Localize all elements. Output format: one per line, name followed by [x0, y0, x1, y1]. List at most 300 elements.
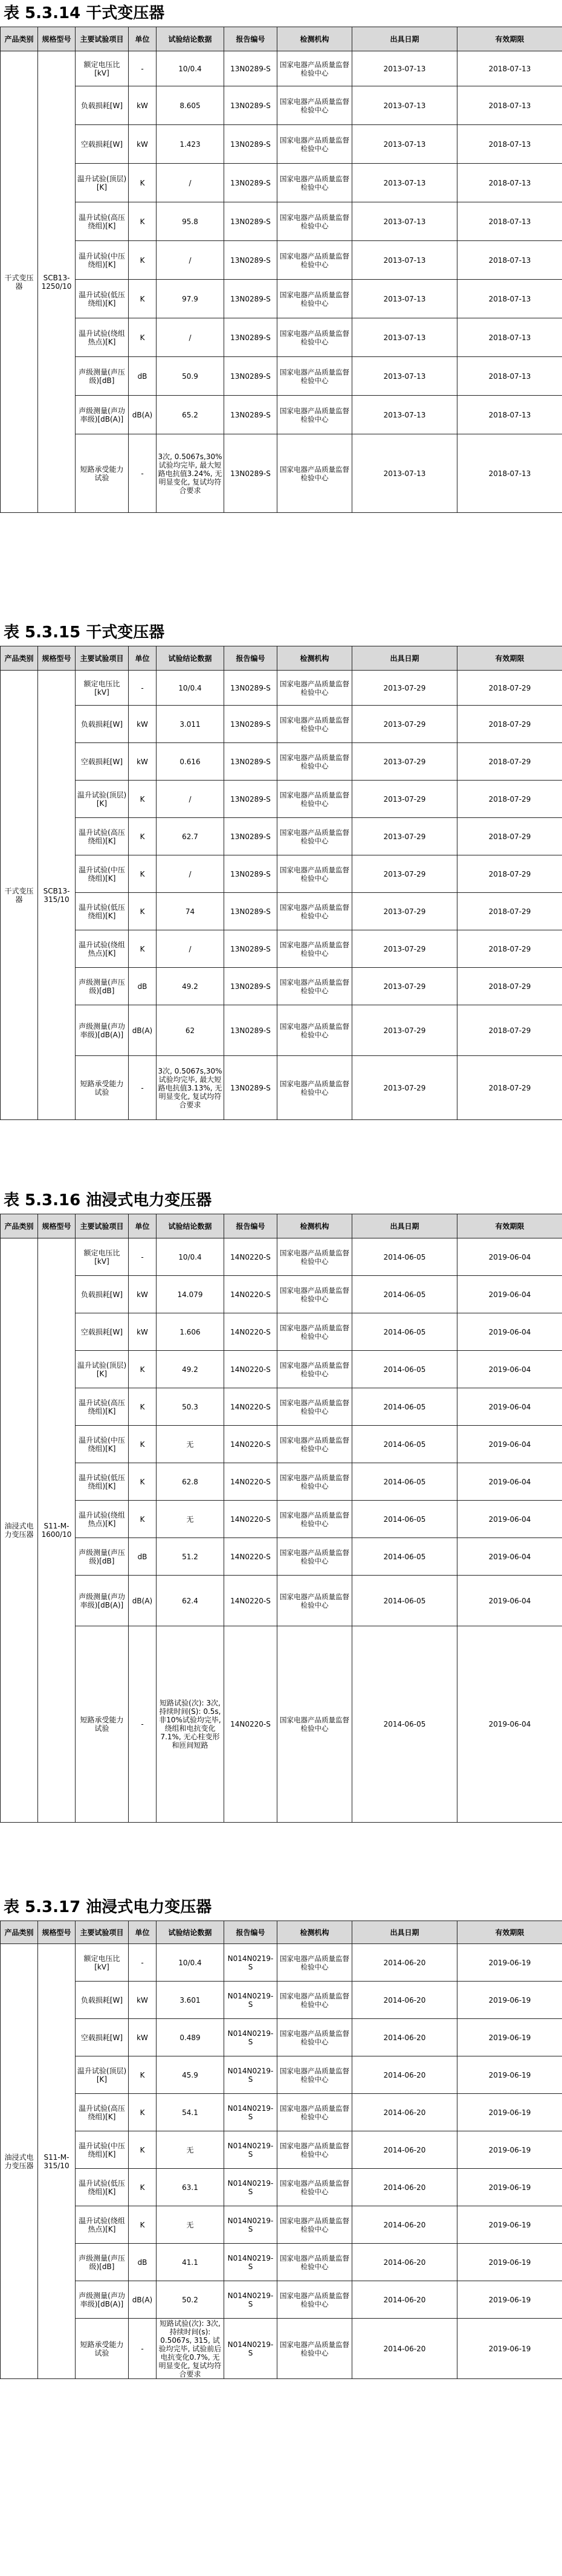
issue-date-cell: 2014-06-20 — [352, 2206, 457, 2244]
testing-org-cell: 国家电器产品质量监督检验中心 — [277, 1351, 352, 1388]
unit-cell: - — [129, 434, 157, 513]
report-number-cell: N014N0219-S — [224, 2131, 277, 2169]
test-value-cell: 65.2 — [157, 396, 224, 434]
unit-cell: K — [129, 1351, 157, 1388]
report-number-cell: 13N0289-S — [224, 671, 277, 706]
spec-table — [0, 646, 562, 1120]
report-number-cell: N014N0219-S — [224, 2319, 277, 2379]
issue-date-cell: 2013-07-13 — [352, 357, 457, 396]
report-number-cell: 13N0289-S — [224, 357, 277, 396]
column-header-report-no: 报告编号 — [224, 1214, 277, 1238]
testing-org-cell: 国家电器产品质量监督检验中心 — [277, 1501, 352, 1538]
valid-until-cell: 2018-07-13 — [457, 86, 562, 125]
valid-until-cell: 2019-06-04 — [457, 1626, 562, 1823]
unit-cell: K — [129, 1388, 157, 1426]
report-number-cell: 14N0220-S — [224, 1626, 277, 1823]
table-row — [1, 164, 562, 202]
testing-org-cell: 国家电器产品质量监督检验中心 — [277, 2019, 352, 2056]
valid-until-cell: 2018-07-29 — [457, 781, 562, 818]
report-number-cell: 13N0289-S — [224, 164, 277, 202]
issue-date-cell: 2013-07-29 — [352, 855, 457, 893]
issue-date-cell: 2013-07-13 — [352, 51, 457, 86]
test-value-cell: 短路试验(次): 3次, 持续时间(s): 0.5067s, 315, 试验均完毕, 试验前后电抗变化0.7%, 无明显变化, 复试均符合要求 — [157, 2319, 224, 2379]
test-item-cell: 温升试验(低压绕组)[K] — [76, 2169, 129, 2206]
issue-date-cell: 2014-06-20 — [352, 1982, 457, 2019]
model-cell: SCB13-1250/10 — [38, 51, 76, 513]
testing-org-cell: 国家电器产品质量监督检验中心 — [277, 1426, 352, 1463]
test-item-cell: 温升试验(绕组热点)[K] — [76, 930, 129, 968]
column-header-model: 规格型号 — [38, 646, 76, 671]
issue-date-cell: 2013-07-29 — [352, 1056, 457, 1120]
test-value-cell: 45.9 — [157, 2056, 224, 2094]
test-item-cell: 温升试验(中压绕组)[K] — [76, 2131, 129, 2169]
report-number-cell: 13N0289-S — [224, 125, 277, 164]
valid-until-cell: 2018-07-29 — [457, 743, 562, 781]
report-number-cell: 13N0289-S — [224, 968, 277, 1005]
test-item-cell: 温升试验(中压绕组)[K] — [76, 241, 129, 280]
report-number-cell: 14N0220-S — [224, 1501, 277, 1538]
test-item-cell: 温升试验(顶层)[K] — [76, 2056, 129, 2094]
issue-date-cell: 2013-07-13 — [352, 434, 457, 513]
test-value-cell: / — [157, 781, 224, 818]
test-item-cell: 负载损耗[W] — [76, 1276, 129, 1313]
report-number-cell: 14N0220-S — [224, 1238, 277, 1276]
test-item-cell: 负载损耗[W] — [76, 1982, 129, 2019]
valid-until-cell: 2019-06-19 — [457, 2131, 562, 2169]
report-number-cell: 13N0289-S — [224, 396, 277, 434]
valid-until-cell: 2018-07-29 — [457, 706, 562, 743]
issue-date-cell: 2013-07-13 — [352, 396, 457, 434]
test-item-cell: 温升试验(高压绕组)[K] — [76, 1388, 129, 1426]
test-item-cell: 额定电压比[kV] — [76, 1238, 129, 1276]
table-section — [0, 0, 562, 513]
header-row — [1, 1921, 562, 1944]
table-section — [0, 1187, 562, 1823]
table-row — [1, 1501, 562, 1538]
test-item-cell: 温升试验(低压绕组)[K] — [76, 1463, 129, 1501]
unit-cell: K — [129, 280, 157, 318]
report-number-cell: 13N0289-S — [224, 706, 277, 743]
table-row — [1, 743, 562, 781]
valid-until-cell: 2018-07-29 — [457, 930, 562, 968]
issue-date-cell: 2014-06-05 — [352, 1238, 457, 1276]
column-header-valid-until: 有效期限 — [457, 1921, 562, 1944]
test-item-cell: 温升试验(高压绕组)[K] — [76, 818, 129, 855]
column-header-product-category: 产品类别 — [1, 27, 38, 51]
test-value-cell: 62.4 — [157, 1576, 224, 1626]
report-number-cell: N014N0219-S — [224, 1982, 277, 2019]
testing-org-cell: 国家电器产品质量监督检验中心 — [277, 930, 352, 968]
report-number-cell: 13N0289-S — [224, 280, 277, 318]
test-value-cell: / — [157, 855, 224, 893]
valid-until-cell: 2019-06-04 — [457, 1463, 562, 1501]
table-row — [1, 818, 562, 855]
test-item-cell: 温升试验(低压绕组)[K] — [76, 280, 129, 318]
table-row — [1, 86, 562, 125]
test-item-cell: 短路承受能力试验 — [76, 2319, 129, 2379]
table-row — [1, 51, 562, 86]
test-value-cell: / — [157, 930, 224, 968]
valid-until-cell: 2019-06-19 — [457, 1944, 562, 1982]
issue-date-cell: 2013-07-13 — [352, 86, 457, 125]
column-header-report-no: 报告编号 — [224, 27, 277, 51]
test-value-cell: 51.2 — [157, 1538, 224, 1576]
unit-cell: K — [129, 2169, 157, 2206]
unit-cell: dB — [129, 968, 157, 1005]
issue-date-cell: 2014-06-20 — [352, 2019, 457, 2056]
test-item-cell: 负载损耗[W] — [76, 706, 129, 743]
table-title: 表 5.3.16 油浸式电力变压器 — [4, 1191, 212, 1209]
report-number-cell: 13N0289-S — [224, 930, 277, 968]
test-item-cell: 温升试验(中压绕组)[K] — [76, 855, 129, 893]
test-value-cell: 50.9 — [157, 357, 224, 396]
column-header-valid-until: 有效期限 — [457, 27, 562, 51]
test-value-cell: 62.7 — [157, 818, 224, 855]
testing-org-cell: 国家电器产品质量监督检验中心 — [277, 671, 352, 706]
valid-until-cell: 2019-06-04 — [457, 1351, 562, 1388]
unit-cell: K — [129, 1463, 157, 1501]
table-row — [1, 2094, 562, 2131]
unit-cell: kW — [129, 1313, 157, 1351]
testing-org-cell: 国家电器产品质量监督检验中心 — [277, 2244, 352, 2281]
valid-until-cell: 2019-06-19 — [457, 2281, 562, 2319]
valid-until-cell: 2018-07-13 — [457, 280, 562, 318]
test-item-cell: 温升试验(绕组热点)[K] — [76, 1501, 129, 1538]
test-item-cell: 声级测量(声压级)[dB] — [76, 357, 129, 396]
table-row — [1, 1538, 562, 1576]
table-row — [1, 202, 562, 241]
valid-until-cell: 2019-06-04 — [457, 1576, 562, 1626]
test-value-cell: 74 — [157, 893, 224, 930]
table-row — [1, 1944, 562, 1982]
column-header-product-category: 产品类别 — [1, 646, 38, 671]
table-row — [1, 893, 562, 930]
unit-cell: dB — [129, 2244, 157, 2281]
valid-until-cell: 2018-07-13 — [457, 164, 562, 202]
unit-cell: kW — [129, 86, 157, 125]
unit-cell: - — [129, 2319, 157, 2379]
valid-until-cell: 2019-06-04 — [457, 1501, 562, 1538]
table-row — [1, 781, 562, 818]
table-row — [1, 1056, 562, 1120]
testing-org-cell: 国家电器产品质量监督检验中心 — [277, 893, 352, 930]
report-number-cell: N014N0219-S — [224, 1944, 277, 1982]
report-number-cell: N014N0219-S — [224, 2281, 277, 2319]
testing-org-cell: 国家电器产品质量监督检验中心 — [277, 2056, 352, 2094]
test-item-cell: 短路承受能力试验 — [76, 1056, 129, 1120]
test-item-cell: 声级测量(声功率级)[dB(A)] — [76, 1005, 129, 1056]
unit-cell: - — [129, 51, 157, 86]
column-header-test-org: 检测机构 — [277, 1214, 352, 1238]
column-header-issue-date: 出具日期 — [352, 646, 457, 671]
test-item-cell: 空载损耗[W] — [76, 125, 129, 164]
table-row — [1, 1426, 562, 1463]
unit-cell: K — [129, 930, 157, 968]
report-number-cell: 13N0289-S — [224, 743, 277, 781]
table-row — [1, 968, 562, 1005]
testing-org-cell: 国家电器产品质量监督检验中心 — [277, 1944, 352, 1982]
testing-org-cell: 国家电器产品质量监督检验中心 — [277, 1576, 352, 1626]
issue-date-cell: 2014-06-05 — [352, 1426, 457, 1463]
issue-date-cell: 2013-07-29 — [352, 893, 457, 930]
testing-org-cell: 国家电器产品质量监督检验中心 — [277, 781, 352, 818]
issue-date-cell: 2014-06-05 — [352, 1626, 457, 1823]
unit-cell: dB(A) — [129, 2281, 157, 2319]
column-header-test-org: 检测机构 — [277, 1921, 352, 1944]
test-value-cell: 54.1 — [157, 2094, 224, 2131]
issue-date-cell: 2013-07-29 — [352, 706, 457, 743]
table-row — [1, 241, 562, 280]
report-number-cell: 13N0289-S — [224, 818, 277, 855]
unit-cell: K — [129, 781, 157, 818]
unit-cell: K — [129, 202, 157, 241]
test-item-cell: 声级测量(声压级)[dB] — [76, 968, 129, 1005]
report-number-cell: 13N0289-S — [224, 241, 277, 280]
test-item-cell: 温升试验(顶层)[K] — [76, 164, 129, 202]
test-value-cell: 50.2 — [157, 2281, 224, 2319]
table-row — [1, 1238, 562, 1276]
unit-cell: kW — [129, 125, 157, 164]
valid-until-cell: 2018-07-29 — [457, 1056, 562, 1120]
issue-date-cell: 2014-06-20 — [352, 1944, 457, 1982]
report-number-cell: N014N0219-S — [224, 2169, 277, 2206]
report-number-cell: 13N0289-S — [224, 318, 277, 357]
test-item-cell: 温升试验(高压绕组)[K] — [76, 2094, 129, 2131]
valid-until-cell: 2019-06-04 — [457, 1388, 562, 1426]
unit-cell: K — [129, 893, 157, 930]
testing-org-cell: 国家电器产品质量监督检验中心 — [277, 1005, 352, 1056]
report-number-cell: 13N0289-S — [224, 86, 277, 125]
column-header-test-value: 试验结论数据 — [157, 1921, 224, 1944]
test-value-cell: 3.601 — [157, 1982, 224, 2019]
table-row — [1, 1982, 562, 2019]
test-value-cell: 62.8 — [157, 1463, 224, 1501]
issue-date-cell: 2014-06-20 — [352, 2319, 457, 2379]
issue-date-cell: 2014-06-05 — [352, 1501, 457, 1538]
report-number-cell: 14N0220-S — [224, 1313, 277, 1351]
testing-org-cell: 国家电器产品质量监督检验中心 — [277, 1056, 352, 1120]
unit-cell: - — [129, 671, 157, 706]
column-header-issue-date: 出具日期 — [352, 1921, 457, 1944]
test-item-cell: 额定电压比[kV] — [76, 671, 129, 706]
report-number-cell: 13N0289-S — [224, 893, 277, 930]
valid-until-cell: 2019-06-19 — [457, 2206, 562, 2244]
test-item-cell: 声级测量(声功率级)[dB(A)] — [76, 1576, 129, 1626]
testing-org-cell: 国家电器产品质量监督检验中心 — [277, 86, 352, 125]
test-value-cell: 短路试验(次): 3次, 持续时间(S): 0.5s, 非10%试验均完毕, 绕组和电抗变化7.1%, 无心柱变形和匝间短路 — [157, 1626, 224, 1823]
testing-org-cell: 国家电器产品质量监督检验中心 — [277, 2281, 352, 2319]
unit-cell: K — [129, 1426, 157, 1463]
testing-org-cell: 国家电器产品质量监督检验中心 — [277, 968, 352, 1005]
unit-cell: dB — [129, 1538, 157, 1576]
column-header-model: 规格型号 — [38, 1921, 76, 1944]
table-section — [0, 619, 562, 1120]
issue-date-cell: 2013-07-13 — [352, 202, 457, 241]
test-value-cell: 10/0.4 — [157, 1238, 224, 1276]
report-number-cell: 14N0220-S — [224, 1538, 277, 1576]
testing-org-cell: 国家电器产品质量监督检验中心 — [277, 2319, 352, 2379]
issue-date-cell: 2014-06-20 — [352, 2056, 457, 2094]
test-value-cell: / — [157, 241, 224, 280]
valid-until-cell: 2018-07-13 — [457, 434, 562, 513]
report-number-cell: 14N0220-S — [224, 1276, 277, 1313]
column-header-test-item: 主要试验项目 — [76, 1921, 129, 1944]
test-item-cell: 空载损耗[W] — [76, 743, 129, 781]
valid-until-cell: 2018-07-29 — [457, 671, 562, 706]
issue-date-cell: 2013-07-29 — [352, 1005, 457, 1056]
issue-date-cell: 2014-06-05 — [352, 1351, 457, 1388]
column-header-test-item: 主要试验项目 — [76, 1214, 129, 1238]
model-cell: SCB13-315/10 — [38, 671, 76, 1120]
testing-org-cell: 国家电器产品质量监督检验中心 — [277, 1463, 352, 1501]
test-value-cell: 3.011 — [157, 706, 224, 743]
unit-cell: - — [129, 1238, 157, 1276]
product-category-cell: 干式变压器 — [1, 671, 38, 1120]
column-header-unit: 单位 — [129, 1214, 157, 1238]
testing-org-cell: 国家电器产品质量监督检验中心 — [277, 164, 352, 202]
valid-until-cell: 2019-06-04 — [457, 1313, 562, 1351]
test-value-cell: 1.606 — [157, 1313, 224, 1351]
testing-org-cell: 国家电器产品质量监督检验中心 — [277, 743, 352, 781]
testing-org-cell: 国家电器产品质量监督检验中心 — [277, 125, 352, 164]
test-value-cell: 3次, 0.5067s,30%试验均完毕, 最大短路电抗值3.13%, 无明显变化, 复试均符合要求 — [157, 1056, 224, 1120]
table-row — [1, 2019, 562, 2056]
valid-until-cell: 2018-07-29 — [457, 1005, 562, 1056]
issue-date-cell: 2014-06-20 — [352, 2169, 457, 2206]
unit-cell: kW — [129, 1982, 157, 2019]
issue-date-cell: 2014-06-05 — [352, 1576, 457, 1626]
test-item-cell: 声级测量(声功率级)[dB(A)] — [76, 2281, 129, 2319]
valid-until-cell: 2018-07-29 — [457, 893, 562, 930]
table-row — [1, 2131, 562, 2169]
issue-date-cell: 2013-07-29 — [352, 818, 457, 855]
valid-until-cell: 2018-07-13 — [457, 357, 562, 396]
table-row — [1, 2169, 562, 2206]
report-number-cell: 14N0220-S — [224, 1388, 277, 1426]
issue-date-cell: 2014-06-05 — [352, 1276, 457, 1313]
product-category-cell: 干式变压器 — [1, 51, 38, 513]
test-value-cell: 无 — [157, 1501, 224, 1538]
report-number-cell: 14N0220-S — [224, 1463, 277, 1501]
test-value-cell: 10/0.4 — [157, 51, 224, 86]
table-row — [1, 2206, 562, 2244]
test-item-cell: 声级测量(声功率级)[dB(A)] — [76, 396, 129, 434]
test-value-cell: 10/0.4 — [157, 671, 224, 706]
test-value-cell: 无 — [157, 2206, 224, 2244]
valid-until-cell: 2019-06-19 — [457, 2056, 562, 2094]
unit-cell: K — [129, 2056, 157, 2094]
column-header-valid-until: 有效期限 — [457, 1214, 562, 1238]
table-row — [1, 1313, 562, 1351]
unit-cell: - — [129, 1944, 157, 1982]
unit-cell: K — [129, 164, 157, 202]
column-header-test-value: 试验结论数据 — [157, 646, 224, 671]
report-number-cell: 13N0289-S — [224, 202, 277, 241]
issue-date-cell: 2013-07-29 — [352, 781, 457, 818]
test-value-cell: 62 — [157, 1005, 224, 1056]
table-title: 表 5.3.14 干式变压器 — [4, 4, 165, 22]
column-header-product-category: 产品类别 — [1, 1214, 38, 1238]
table-row — [1, 706, 562, 743]
product-category-cell: 油浸式电力变压器 — [1, 1944, 38, 2379]
header-row — [1, 646, 562, 671]
column-header-model: 规格型号 — [38, 1214, 76, 1238]
report-number-cell: N014N0219-S — [224, 2206, 277, 2244]
testing-org-cell: 国家电器产品质量监督检验中心 — [277, 1238, 352, 1276]
unit-cell: dB(A) — [129, 396, 157, 434]
test-item-cell: 温升试验(低压绕组)[K] — [76, 893, 129, 930]
unit-cell: K — [129, 2131, 157, 2169]
test-value-cell: 0.616 — [157, 743, 224, 781]
issue-date-cell: 2013-07-13 — [352, 164, 457, 202]
testing-org-cell: 国家电器产品质量监督检验中心 — [277, 2206, 352, 2244]
test-value-cell: / — [157, 318, 224, 357]
testing-org-cell: 国家电器产品质量监督检验中心 — [277, 706, 352, 743]
testing-org-cell: 国家电器产品质量监督检验中心 — [277, 396, 352, 434]
spec-table — [0, 1214, 562, 1823]
test-item-cell: 温升试验(顶层)[K] — [76, 781, 129, 818]
table-row — [1, 1005, 562, 1056]
test-value-cell: 无 — [157, 1426, 224, 1463]
valid-until-cell: 2019-06-04 — [457, 1426, 562, 1463]
header-row — [1, 27, 562, 51]
test-item-cell: 短路承受能力试验 — [76, 434, 129, 513]
unit-cell: dB(A) — [129, 1576, 157, 1626]
test-value-cell: 14.079 — [157, 1276, 224, 1313]
column-header-unit: 单位 — [129, 1921, 157, 1944]
column-header-issue-date: 出具日期 — [352, 27, 457, 51]
test-item-cell: 声级测量(声压级)[dB] — [76, 1538, 129, 1576]
report-number-cell: 13N0289-S — [224, 1056, 277, 1120]
table-row — [1, 1276, 562, 1313]
test-value-cell: 50.3 — [157, 1388, 224, 1426]
unit-cell: kW — [129, 743, 157, 781]
issue-date-cell: 2013-07-29 — [352, 930, 457, 968]
test-item-cell: 负载损耗[W] — [76, 86, 129, 125]
test-value-cell: 10/0.4 — [157, 1944, 224, 1982]
column-header-report-no: 报告编号 — [224, 646, 277, 671]
unit-cell: - — [129, 1056, 157, 1120]
valid-until-cell: 2019-06-19 — [457, 2019, 562, 2056]
valid-until-cell: 2019-06-04 — [457, 1238, 562, 1276]
report-number-cell: 14N0220-S — [224, 1426, 277, 1463]
report-number-cell: N014N0219-S — [224, 2019, 277, 2056]
test-item-cell: 温升试验(顶层)[K] — [76, 1351, 129, 1388]
unit-cell: kW — [129, 2019, 157, 2056]
unit-cell: K — [129, 855, 157, 893]
issue-date-cell: 2014-06-20 — [352, 2094, 457, 2131]
column-header-test-org: 检测机构 — [277, 27, 352, 51]
column-header-test-item: 主要试验项目 — [76, 646, 129, 671]
valid-until-cell: 2018-07-13 — [457, 318, 562, 357]
column-header-test-value: 试验结论数据 — [157, 27, 224, 51]
testing-org-cell: 国家电器产品质量监督检验中心 — [277, 434, 352, 513]
report-number-cell: 13N0289-S — [224, 855, 277, 893]
unit-cell: K — [129, 1501, 157, 1538]
issue-date-cell: 2014-06-05 — [352, 1463, 457, 1501]
table-row — [1, 1463, 562, 1501]
valid-until-cell: 2019-06-19 — [457, 1982, 562, 2019]
table-row — [1, 2244, 562, 2281]
column-header-issue-date: 出具日期 — [352, 1214, 457, 1238]
testing-org-cell: 国家电器产品质量监督检验中心 — [277, 241, 352, 280]
test-value-cell: 63.1 — [157, 2169, 224, 2206]
report-number-cell: 13N0289-S — [224, 51, 277, 86]
test-value-cell: / — [157, 164, 224, 202]
unit-cell: dB — [129, 357, 157, 396]
table-section — [0, 1894, 562, 2379]
testing-org-cell: 国家电器产品质量监督检验中心 — [277, 357, 352, 396]
